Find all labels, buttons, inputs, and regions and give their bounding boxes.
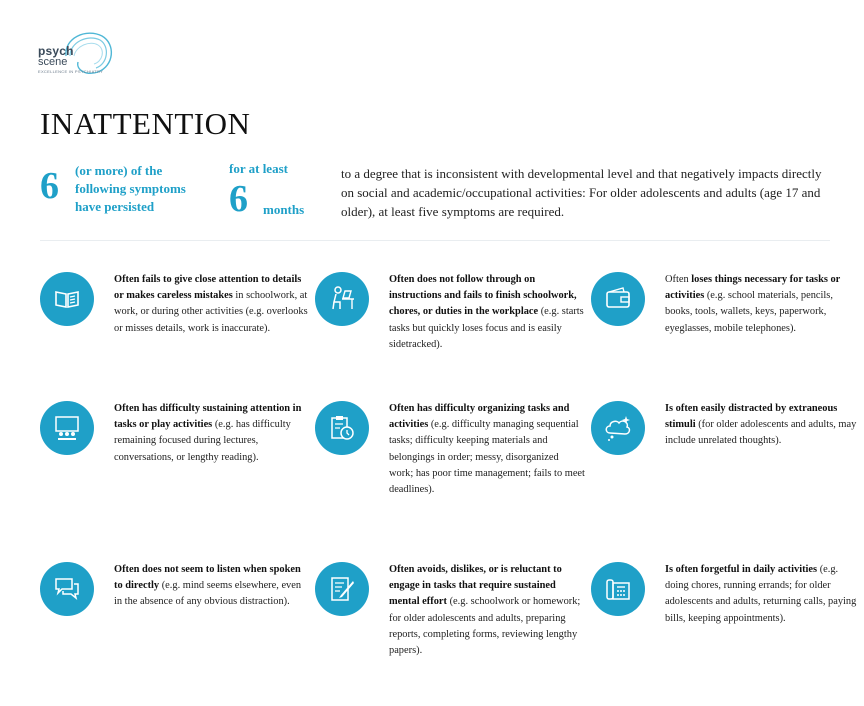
symptom-item <box>591 272 864 402</box>
symptom-bold: Is often forgetful in daily activities <box>665 564 818 575</box>
symptom-item <box>315 401 593 531</box>
symptom-rest: (e.g. difficulty managing sequential tasks; difficulty keeping materials and belongings in order; messy, disorganized work; has poor time management; fails to meet deadlines). <box>389 419 585 496</box>
symptom-rest: (e.g. schoolwork or homework; for older adolescents and adults, preparing reports, completing forms, reviewing lengthy papers). <box>389 596 581 657</box>
symptom-item <box>40 401 318 531</box>
symptom-text <box>114 401 310 466</box>
symptom-bold: Often does not seem to listen when spoken to directly <box>114 564 301 592</box>
speech-bubbles-icon <box>40 562 94 616</box>
wallet-icon <box>591 272 645 326</box>
symptom-rest: (for older adolescents and adults, may include unrelated thoughts). <box>665 419 857 447</box>
symptom-text <box>665 272 861 337</box>
symptom-text <box>665 401 861 450</box>
criteria-count-text <box>75 162 186 216</box>
logo-text-psych: psych <box>38 44 74 58</box>
duration-prefix: for at least <box>229 161 288 176</box>
symptom-item <box>315 272 593 402</box>
symptom-bold: loses things necessary for tasks or activities <box>665 274 841 302</box>
symptom-item <box>591 562 864 692</box>
section-divider <box>40 240 830 241</box>
page-title: INATTENTION <box>40 106 251 141</box>
symptom-bold: Often does not follow through on instructions and fails to finish schoolwork, chores, or duties in the workplace <box>389 274 577 318</box>
document-pen-icon <box>315 562 369 616</box>
symptom-pre: Often <box>665 274 692 285</box>
criteria-description: to a degree that is inconsistent with developmental level and that negatively impacts directly on social and academic/occupational activities: For older adolescents and adults (age 17 and older), at least five symptoms are required. <box>341 166 822 219</box>
logo-tagline: EXCELLENCE IN PSYCHIATRY <box>38 69 104 74</box>
symptom-item <box>40 562 318 692</box>
symptom-item <box>40 272 318 402</box>
symptom-text <box>114 562 310 611</box>
duration-number: 6 <box>229 178 248 220</box>
symptom-text <box>389 562 585 659</box>
symptom-item <box>315 562 593 692</box>
psychscene-logo <box>36 26 116 78</box>
symptom-rest: in schoolwork, at work, or during other activities (e.g. overlooks or misses details, work is inaccurate). <box>114 290 308 334</box>
symptom-rest: (e.g. starts tasks but quickly loses focus and is easily sidetracked). <box>389 306 584 350</box>
symptom-bold: Often has difficulty sustaining attention in tasks or play activities <box>114 403 302 431</box>
symptom-text <box>389 401 585 498</box>
thought-cloud-icon <box>591 401 645 455</box>
criteria-count-line: following symptoms <box>75 181 186 196</box>
symptom-rest: (e.g. school materials, pencils, books, tools, wallets, keys, paperwork, eyeglasses, mobile telephones). <box>665 290 833 334</box>
criteria-count-line: (or more) of the <box>75 163 163 178</box>
symptom-item <box>591 401 864 531</box>
desk-worker-icon <box>315 272 369 326</box>
symptom-bold: Often fails to give close attention to details or makes careless mistakes <box>114 274 302 302</box>
symptom-rest: (e.g. has difficulty remaining focused during lectures, conversations, or lengthy reading). <box>114 419 291 463</box>
symptom-rest: (e.g. mind seems elsewhere, even in the absence of any obvious distraction). <box>114 580 302 608</box>
book-icon <box>40 272 94 326</box>
duration-unit: months <box>263 202 305 217</box>
clipboard-clock-icon <box>315 401 369 455</box>
criteria-count-line: have persisted <box>75 199 155 214</box>
telephone-icon <box>591 562 645 616</box>
symptom-text <box>389 272 585 353</box>
symptom-bold: Often avoids, dislikes, or is reluctant to engage in tasks that require sustained mental effort <box>389 564 562 608</box>
symptom-bold: Often has difficulty organizing tasks and activities <box>389 403 570 431</box>
criteria-count: 6 <box>40 165 59 207</box>
symptom-bold: Is often easily distracted by extraneous stimuli <box>665 403 838 431</box>
symptom-rest: (e.g. doing chores, running errands; for older adolescents and adults, returning calls, paying bills, keeping appointments). <box>665 564 857 624</box>
lecture-icon <box>40 401 94 455</box>
logo-text-scene: scene <box>38 56 68 68</box>
symptom-text <box>665 562 861 627</box>
symptom-text <box>114 272 310 337</box>
